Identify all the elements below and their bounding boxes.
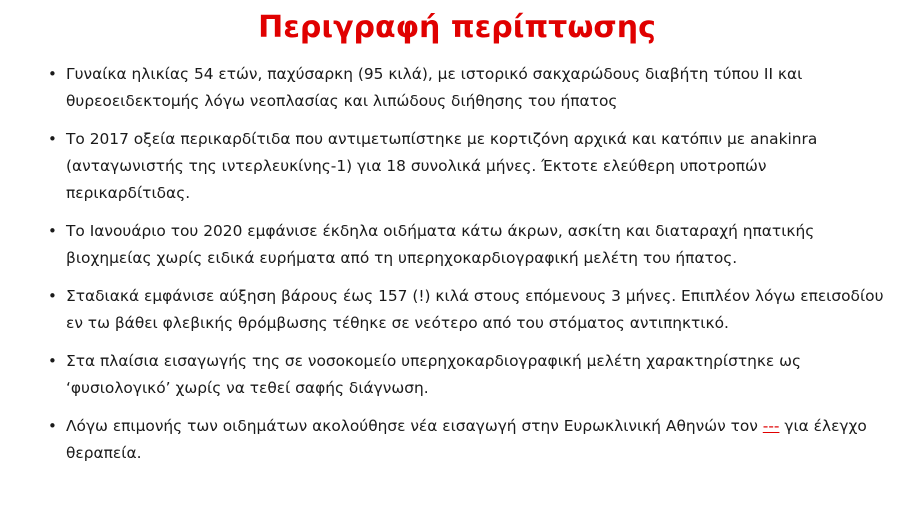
bullet-6-text-after: για έλεγχο θεραπεία. — [66, 417, 867, 462]
bullet-item-2: • Το 2017 οξεία περικαρδίτιδα που αντιμετωπίστηκε με κορτιζόνη αρχικά και κατόπιν με anakinra (ανταγωνιστής της ιντερλευκίνης-1) για 18 συνολικά μήνες. Έκτοτε ελεύθερη υποτροπών περικαρδίτιδας. — [42, 126, 892, 207]
slide-title: Περιγραφή περίπτωσης — [258, 10, 656, 45]
bullet-item-3: • Το Ιανουάριο του 2020 εμφάνισε έκδηλα οιδήματα κάτω άκρων, ασκίτη και διαταραχή ηπατικής βιοχημείας χωρίς ειδικά ευρήματα από τη υπερηχοκαρδιογραφική μελέτη του ήπατος. — [42, 218, 892, 272]
bullet-item-6 — [42, 413, 892, 467]
bullet-list — [42, 61, 892, 478]
bullet-item-1: • Γυναίκα ηλικίας 54 ετών, παχύσαρκη (95 κιλά), με ιστορικό σακχαρώδους διαβήτη τύπου ΙΙ και θυρεοειδεκτομής λόγω νεοπλασίας και λιπώδους διήθησης του ήπατος — [42, 61, 892, 115]
bullet-item-5: • Στα πλαίσια εισαγωγής της σε νοσοκομείο υπερηχοκαρδιογραφική μελέτη χαρακτηρίστηκε ως ‘φυσιολογικό’ χωρίς να τεθεί σαφής διάγνωση. — [42, 348, 892, 402]
bullet-6-text-before: Λόγω επιμονής των οιδημάτων ακολούθησε νέα εισαγωγή στην Ευρωκλινική Αθηνών τον — [66, 417, 763, 435]
bullet-item-4: • Σταδιακά εμφάνισε αύξηση βάρους έως 157 (!) κιλά στους επόμενους 3 μήνες. Επιπλέον λόγω επεισοδίου εν τω βάθει φλεβικής θρόμβωσης τέθηκε σε νεότερο από του στόματος αντιπηκτικό. — [42, 283, 892, 337]
date-placeholder-link[interactable]: --- — [762, 417, 780, 435]
